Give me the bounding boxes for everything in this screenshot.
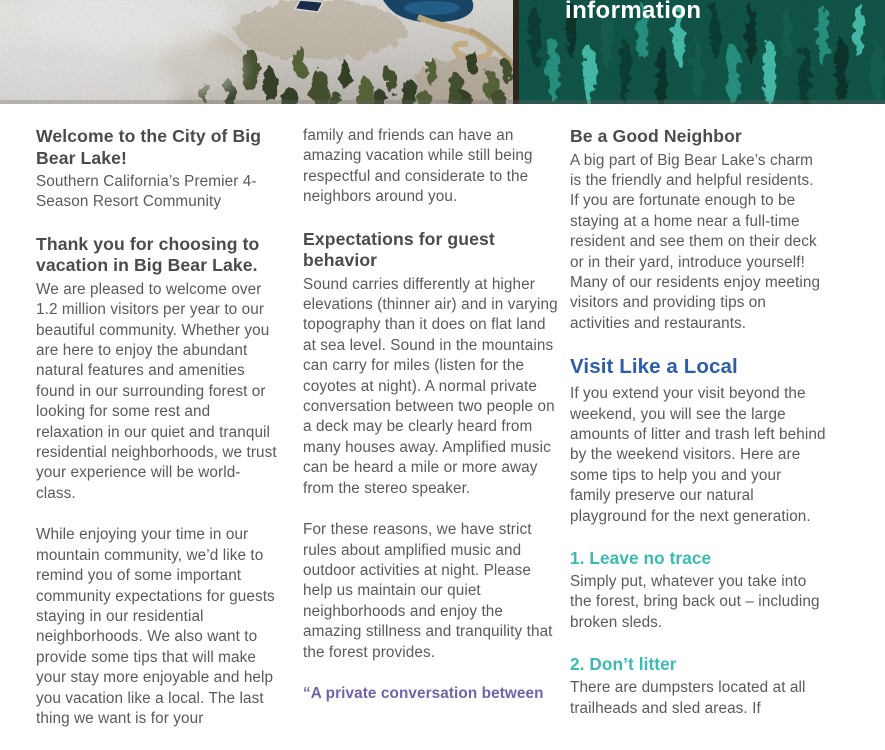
quote-partial: “A private conversation between	[303, 684, 544, 702]
tip1-heading: 1. Leave no trace	[570, 548, 712, 568]
thanks-paragraph: We are pleased to welcome over 1.2 million visitors per year to our beautiful community. Whether you are here to enjoy the abundant natural features and amenities found in our surrounding forest or looking for some rest and relaxation in our quiet and tranquil residential neighborhoods, we trust your experience will be world-class.	[36, 280, 277, 502]
column-local	[570, 126, 826, 740]
intro-continued-paragraph: family and friends can have an amazing vacation while still being respectful and considerate to the neighbors around you.	[303, 127, 533, 206]
local-paragraph: If you extend your visit beyond the weekend, you will see the large amounts of litter and trash left behind by the weekend visitors. Here are some tips to help you and your family preserve our natural playground for the next generation.	[570, 385, 826, 525]
banner	[0, 0, 885, 104]
expectations-heading: Expectations for guest behavior	[303, 228, 495, 271]
welcome-heading: Welcome to the City of Big Bear Lake!	[36, 126, 262, 168]
enjoy-paragraph: While enjoying your time in our mountain community, we’d like to remind you of some important community expectations for guests staying in our residential neighborhoods. We also want to provide some tips that will make your stay more enjoyable and help you vacation like a local. The last thing we want is for your	[36, 526, 275, 727]
tip1-paragraph: Simply put, whatever you take into the forest, bring back out – including broken sleds.	[570, 573, 820, 631]
banner-info-label: information	[565, 0, 702, 24]
column-expectations	[303, 126, 558, 725]
thanks-heading: Thank you for choosing to vacation in Big Bear Lake.	[36, 233, 260, 276]
tip2-paragraph: There are dumpsters located at all trailheads and sled areas. If	[570, 679, 806, 717]
banner-photo	[0, 0, 885, 104]
sound-paragraph: Sound carries differently at higher elevations (thinner air) and in varying topography than it does on flat land at sea level. Sound in the mountains can carry for miles (listen for the coyotes at night). A normal private conversation between two people on a deck may be clearly heard from many houses away. Amplified music can be heard a mile or more away from the stereo speaker.	[303, 275, 558, 497]
visit-like-a-local-heading: Visit Like a Local	[570, 355, 738, 379]
reasons-paragraph: For these reasons, we have strict rules about amplified music and outdoor activities at night. Please help us maintain our quiet neighborhoods and enjoy the amazing stillness and tranquility that the forest provides.	[303, 521, 553, 661]
tip2-heading: 2. Don’t litter	[570, 654, 677, 675]
neighbor-paragraph: A big part of Big Bear Lake’s charm is the friendly and helpful residents. If you are fortunate enough to be staying at a home near a full-time resident and see them on their deck or in their yard, introduce yourself! Many of our residents enjoy meeting visitors and providing tips on activities and restaurants.	[570, 151, 821, 332]
welcome-subtitle: Southern California’s Premier 4-Season Resort Community	[36, 173, 257, 211]
neighbor-heading: Be a Good Neighbor	[570, 126, 742, 146]
column-welcome	[36, 126, 279, 750]
